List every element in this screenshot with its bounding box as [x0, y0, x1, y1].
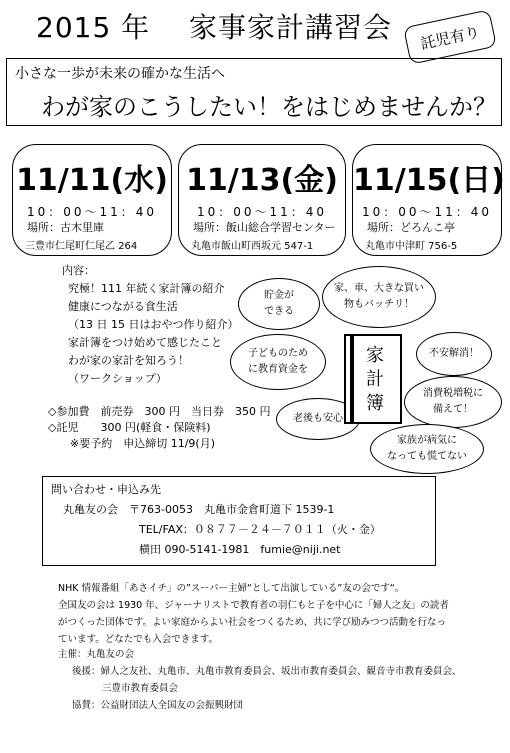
- household-account-book-illustration: [344, 334, 402, 424]
- organizers-section: [58, 646, 462, 714]
- headline-box: [6, 58, 502, 126]
- session-card-2: [178, 144, 346, 256]
- session-time: 10：00～11：40: [361, 205, 493, 219]
- book-label: 家計簿: [366, 345, 384, 414]
- cloud-text: 貯金が できる: [264, 290, 294, 317]
- cloud-big-purchases: [322, 266, 436, 328]
- about-line: がつくった団体です。よい家庭からよい社会をつくるため、共に学び励みつつ活動を行なっ: [58, 617, 446, 628]
- content-item: （13 日 15 日はおやつ作り紹介）: [68, 318, 239, 331]
- session-address: 三豊市仁尾町仁尾乙 264: [25, 241, 138, 252]
- host-line: 主催：丸亀友の会: [58, 649, 135, 660]
- session-date: 11/13(金): [186, 163, 338, 198]
- session-address: 丸亀市中津町 756-5: [365, 241, 458, 252]
- cloud-text: 消費税増税に 備えて！: [423, 388, 483, 415]
- reservation-note: ※要予約 申込締切 11/9(月): [70, 437, 215, 450]
- contact-box: [42, 476, 436, 566]
- content-item: わが家の家計を知ろう！: [68, 354, 189, 367]
- childcare-line: ◇託児 300 円(軽食・保険料): [48, 421, 211, 434]
- contact-mobile-email: 横田 090-5141-1981 fumie@niji.net: [139, 543, 341, 556]
- about-line: NHK 情報番組「あさイチ」の”スーパー主婦“として出演している”友の会です“。: [58, 583, 405, 594]
- cloud-tax: [404, 376, 502, 428]
- sponsor-line: 協賛：公益財団法人全国友の会振興財団: [72, 700, 244, 711]
- content-item: （ワークショップ）: [68, 372, 167, 385]
- fee-line: ◇参加費 前売券 300 円 当日券 350 円: [48, 405, 271, 418]
- cloud-savings: [238, 278, 320, 330]
- cloud-text: 不安解消！: [429, 348, 479, 359]
- session-address: 丸亀市飯山町西坂元 547-1: [191, 241, 314, 252]
- cloud-education: [230, 334, 326, 390]
- session-time: 10：00～11：40: [196, 205, 328, 219]
- session-time: 10：00～11：40: [26, 205, 158, 219]
- contact-address: 丸亀友の会 〒763-0053 丸亀市金倉町道下 1539-1: [63, 503, 335, 516]
- cloud-illness: [370, 424, 484, 474]
- headline-main: わが家のこうしたい！をはじめませんか？: [41, 93, 497, 121]
- cloud-text: 子どものため に教育資金を: [248, 348, 308, 375]
- content-item: 家計簿をつけ始めて感じたこと: [68, 336, 222, 349]
- session-place: 場所：古木里庫: [27, 221, 104, 234]
- about-line: 全国友の会は 1930 年、ジャーナリストで教育者の羽仁もと子を中心に「婦人之友」の読者: [58, 600, 449, 611]
- content-list: [62, 262, 238, 388]
- session-card-3: [352, 144, 505, 256]
- contact-heading: 問い合わせ・申込み先: [51, 483, 161, 496]
- content-heading: 内容：: [62, 264, 95, 277]
- support-line-cont: 三豊市教育委員会: [102, 683, 179, 694]
- cloud-text: 老後も安心: [293, 413, 343, 424]
- about-section: [58, 580, 449, 648]
- headline-subtitle: 小さな一歩が未来の確かな生活へ: [15, 66, 225, 82]
- fees-block: [48, 404, 270, 452]
- session-place: 場所：どろんこ亭: [367, 221, 455, 234]
- session-date: 11/11(水): [16, 163, 168, 198]
- about-line: ています。どなたでも入会できます。: [58, 634, 218, 645]
- page-title: 2015 年 家事家計講習会: [36, 11, 393, 44]
- session-card-1: [12, 144, 172, 256]
- childcare-badge: 託児有り: [403, 9, 497, 64]
- session-place: 場所：飯山総合学習センター: [193, 221, 336, 234]
- cloud-text: 家、車、大きな買い 物もバッチリ！: [334, 283, 424, 310]
- session-date: 11/15(日): [353, 163, 505, 198]
- cloud-text: 家族が病気に なっても慌てない: [387, 435, 467, 462]
- content-item: 健康につながる食生活: [68, 300, 178, 313]
- contact-tel: TEL/FAX：０８７７－２４－７０１１（火・金）: [139, 523, 381, 536]
- support-line: 後援：婦人之友社、丸亀市、丸亀市教育委員会、坂出市教育委員会、観音寺市教育委員会、: [72, 666, 462, 677]
- content-item: 究極！111 年続く家計簿の紹介: [68, 282, 225, 295]
- cloud-relief: [416, 332, 492, 376]
